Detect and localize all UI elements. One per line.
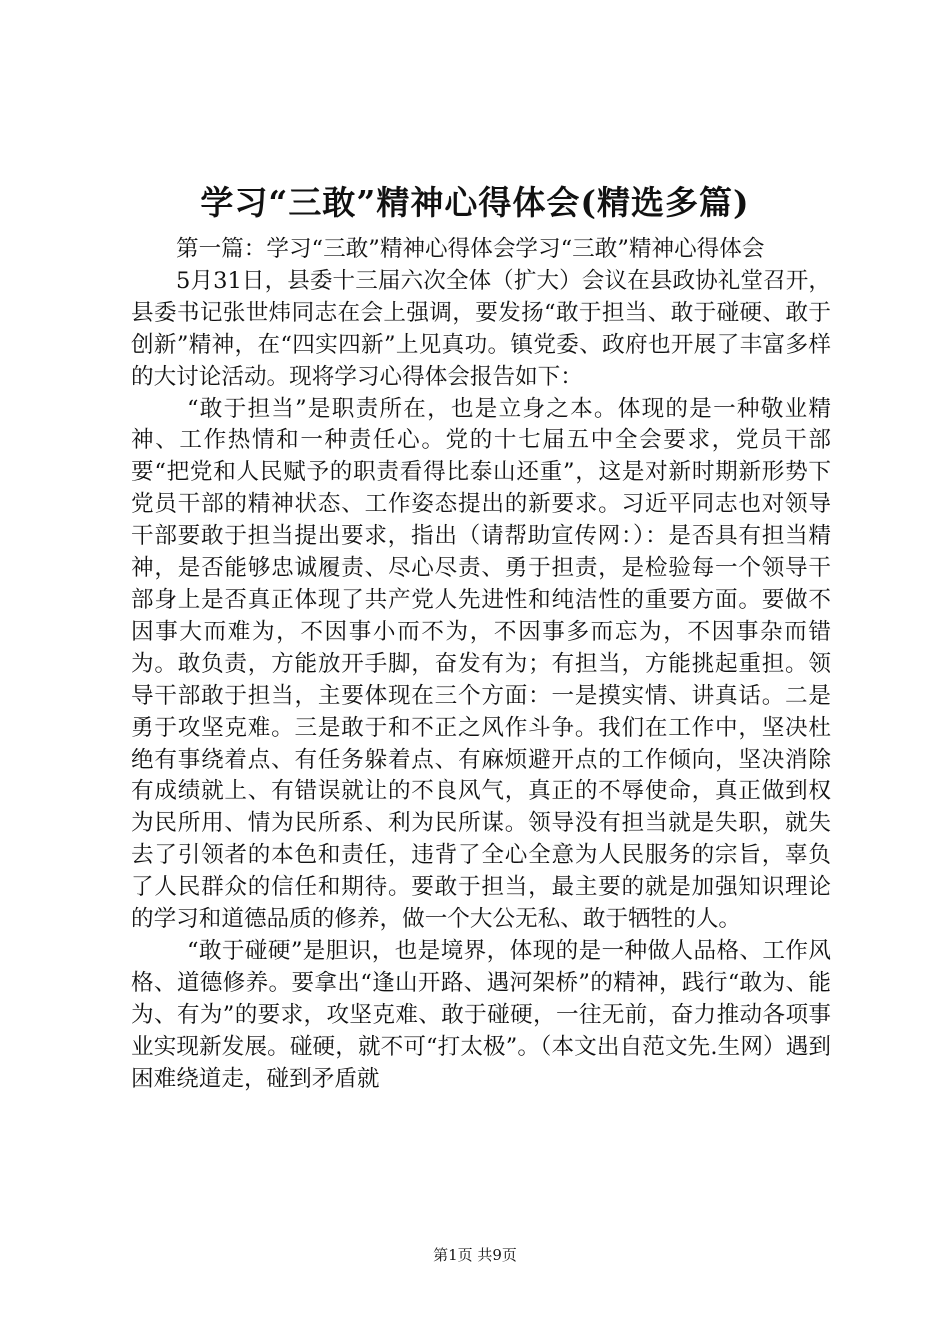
document-body xyxy=(131,234,831,1095)
page-number-footer: 第1页 共9页 xyxy=(433,1246,517,1264)
paragraph-meeting: 5月31日，县委十三届六次全体（扩大）会议在县政协礼堂召开，县委书记张世炜同志在会上强调，要发扬“敢于担当、敢于碰硬、敢于创新”精神，在“四实四新”上见真功。镇党委、政府也开展了丰富多样的大讨论活动。现将学习心得体会报告如下： xyxy=(131,267,831,390)
paragraph-intro-heading: 第一篇：学习“三敢”精神心得体会学习“三敢”精神心得体会 xyxy=(176,236,765,262)
document-title: 学习“三敢”精神心得体会(精选多篇) xyxy=(200,183,750,222)
paragraph-dare-to-confront: “敢于碰硬”是胆识，也是境界，体现的是一种做人品格、工作风格、道德修养。要拿出“逢山开路、遇河架桥”的精神，践行“敢为、能为、有为”的要求，攻坚克难、敢于碰硬，一往无前，奋力推动各项事业实现新发展。碰硬，就不可“打太极”。（本文出自范文先.生网）遇到困难绕道走，碰到矛盾就 xyxy=(131,937,831,1092)
paragraph-dare-to-take-responsibility: “敢于担当”是职责所在，也是立身之本。体现的是一种敬业精神、工作热情和一种责任心。党的十七届五中全会要求，党员干部要“把党和人民赋予的职责看得比泰山还重”，这是对新时期新形势下党员干部的精神状态、工作姿态提出的新要求。习近平同志也对领导干部要敢于担当提出要求，指出（请帮助宣传网：）：是否具有担当精神，是否能够忠诚履责、尽心尽责、勇于担责，是检验每一个领导干部身上是否真正体现了共产党人先进性和纯洁性的重要方面。要做不因事大而难为，不因事小而不为，不因事多而忘为，不因事杂而错为。敢负责，方能放开手脚，奋发有为；有担当，方能挑起重担。领导干部敢于担当，主要体现在三个方面：一是摸实情、讲真话。二是勇于攻坚克难。三是敢于和不正之风作斗争。我们在工作中，坚决杜绝有事绕着点、有任务躲着点、有麻烦避开点的工作倾向，坚决消除有成绩就上、有错误就让的不良风气，真正的不辱使命，真正做到权为民所用、情为民所系、利为民所谋。领导没有担当就是失职，就失去了引领者的本色和责任，违背了全心全意为人民服务的宗旨，辜负了人民群众的信任和期待。要敢于担当，最主要的就是加强知识理论的学习和道德品质的修养，做一个大公无私、敢于牺牲的人。 xyxy=(131,395,831,933)
